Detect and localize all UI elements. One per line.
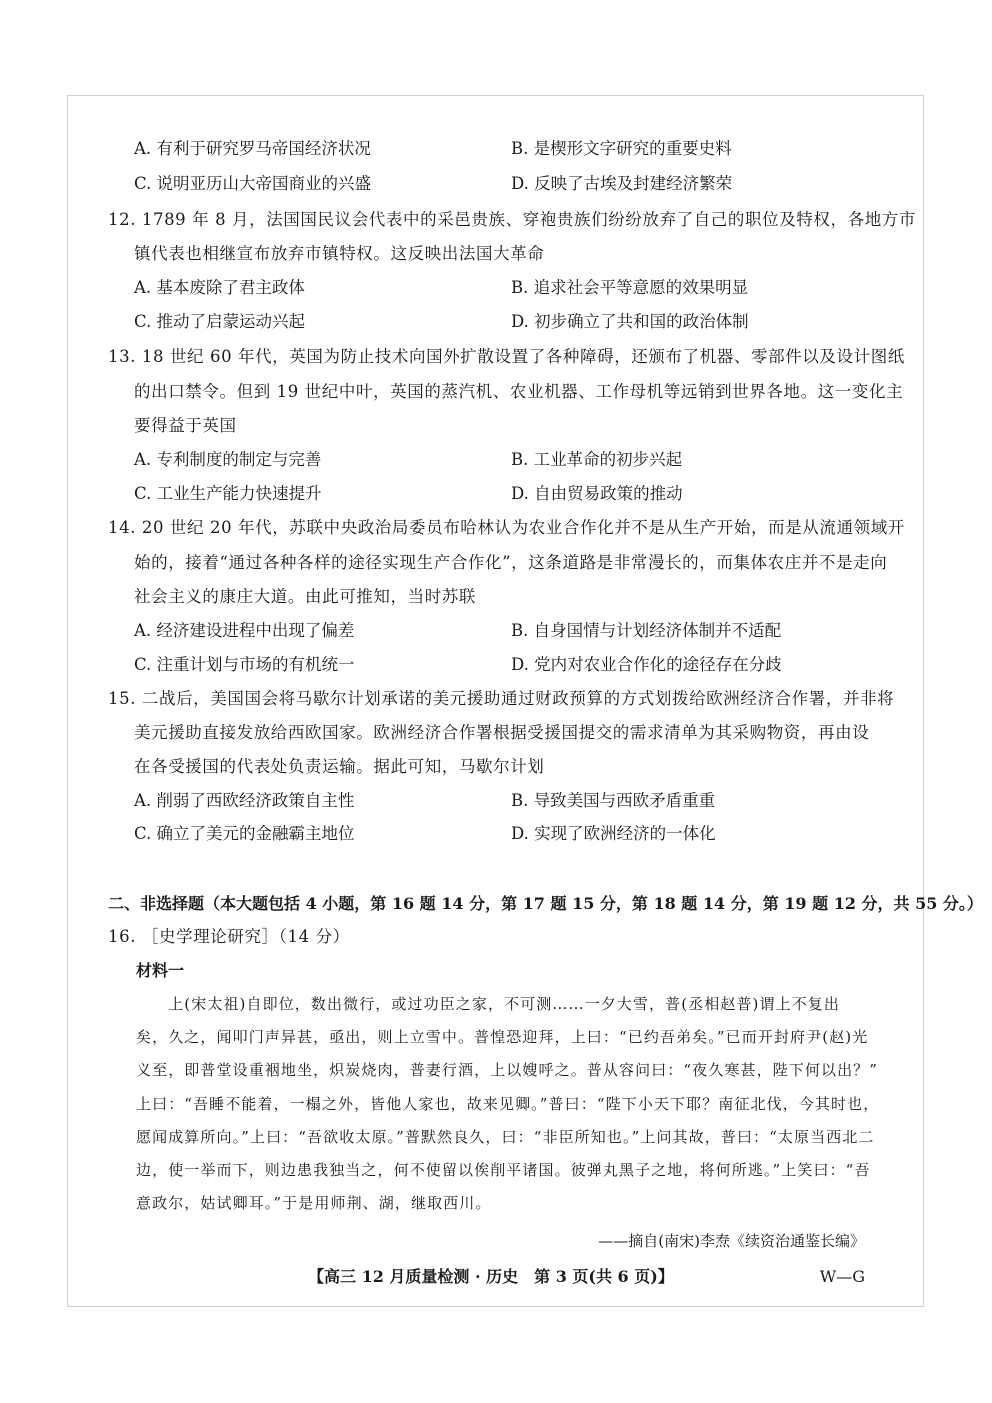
q13-stem-line-3: 要得益于英国: [134, 416, 237, 435]
q13-stem-line-2: 的出口禁令。但到 19 世纪中叶，英国的蒸汽机、农业机器、工作母机等远销到世界各地。这一变化主: [134, 382, 904, 401]
q16-passage-line-5: 愿闻成算所向。”上曰：“吾欲收太原。”普默然良久，曰：“非臣所知也。”上问其故，普曰：“太原当西北二: [136, 1128, 875, 1146]
section-2-header: 二、非选择题（本大题包括 4 小题，第 16 题 14 分，第 17 题 15 分，第 18 题 14 分，第 19 题 12 分，共 55 分。）: [108, 894, 983, 913]
q13-option-b: B. 工业革命的初步兴起: [511, 450, 683, 469]
q11-option-d: D. 反映了古埃及封建经济繁荣: [511, 174, 733, 193]
q14-option-a: A. 经济建设进程中出现了偏差: [134, 621, 355, 640]
q16-passage-line-4: 上曰：“吾睡不能着，一榻之外，皆他人家也，故来见卿。”普曰：“陛下小天下耶？南征北伐，今其时也，: [136, 1095, 880, 1113]
q13-option-d: D. 自由贸易政策的推动: [511, 484, 683, 503]
q15-stem-line-1: 15. 二战后，美国国会将马歇尔计划承诺的美元援助通过财政预算的方式划拨给欧洲经济合作署，并非将: [108, 689, 895, 708]
q12-stem-line-2: 镇代表也相继宣布放弃市镇特权。这反映出法国大革命: [134, 244, 545, 263]
page-footer-code: W—G: [819, 1267, 865, 1286]
q11-option-b: B. 是楔形文字研究的重要史料: [511, 139, 732, 158]
exam-page: [67, 95, 983, 1307]
q14-stem-line-2: 始的，接着“通过各种各样的途径实现生产合作化”，这条道路是非常漫长的，而集体农庄并不是走向: [134, 553, 888, 572]
q15-option-a: A. 削弱了西欧经济政策自主性: [134, 791, 355, 810]
page-footer-label: 【高三 12 月质量检测 · 历史 第 3 页(共 6 页)】: [308, 1267, 674, 1286]
q14-option-b: B. 自身国情与计划经济体制并不适配: [511, 621, 782, 640]
q14-stem-line-3: 社会主义的康庄大道。由此可推知，当时苏联: [134, 587, 476, 606]
q12-option-b: B. 追求社会平等意愿的效果明显: [511, 278, 749, 297]
q16-passage-line-3: 义至，即普堂设重裀地坐，炽炭烧肉，普妻行酒，上以嫂呼之。普从容问曰：“夜久寒甚，陛下何以出？”: [136, 1061, 879, 1079]
q15-option-d: D. 实现了欧洲经济的一体化: [511, 824, 716, 843]
q12-stem-line-1: 12. 1789 年 8 月，法国国民议会代表中的采邑贵族、穿袍贵族们纷纷放弃了自己的职位及特权，各地方市: [108, 210, 917, 229]
q14-stem-line-1: 14. 20 世纪 20 年代，苏联中央政治局委员布哈林认为农业合作化并不是从生产开始，而是从流通领域开: [108, 518, 905, 537]
q13-option-a: A. 专利制度的制定与完善: [134, 450, 322, 469]
q16-passage-line-7: 意政尔，姑试卿耳。”于是用师荆、湖，继取西川。: [136, 1194, 492, 1212]
q16-passage-line-2: 矣，久之，闻叩门声异甚，亟出，则上立雪中。普惶恐迎拜，上曰：“已约吾弟矣。”已而开封府尹(赵)光: [136, 1028, 869, 1046]
q12-option-d: D. 初步确立了共和国的政治体制: [511, 312, 749, 331]
q15-option-c: C. 确立了美元的金融霸主地位: [134, 824, 355, 843]
q15-stem-line-3: 在各受援国的代表处负责运输。据此可知，马歇尔计划: [134, 757, 545, 776]
q12-option-a: A. 基本废除了君主政体: [134, 278, 305, 297]
q11-option-a: A. 有利于研究罗马帝国经济状况: [134, 139, 371, 158]
q15-option-b: B. 导致美国与西欧矛盾重重: [511, 791, 716, 810]
q16-passage-line-6: 边，使一举而下，则边患我独当之，何不使留以俟削平诸国。彼弹丸黑子之地，将何所逃。”上笑曰：“吾: [136, 1161, 871, 1179]
q13-option-c: C. 工业生产能力快速提升: [134, 484, 322, 503]
q13-stem-line-1: 13. 18 世纪 60 年代，英国为防止技术向国外扩散设置了各种障碍，还颁布了机器、零部件以及设计图纸: [108, 347, 905, 366]
q16-passage-line-1: 上(宋太祖)自即位，数出微行，或过功臣之家，不可测……一夕大雪，普(丞相赵普)谓上不复出: [136, 995, 841, 1013]
q16-material-title: 材料一: [136, 961, 185, 980]
q14-option-d: D. 党内对农业合作化的途径存在分歧: [511, 655, 782, 674]
q14-option-c: C. 注重计划与市场的有机统一: [134, 655, 355, 674]
q16-source-citation: ——摘自(南宋)李焘《续资治通鉴长编》: [598, 1232, 865, 1250]
q11-option-c: C. 说明亚历山大帝国商业的兴盛: [134, 174, 372, 193]
q12-option-c: C. 推动了启蒙运动兴起: [134, 312, 306, 331]
q16-title: 16. ［史学理论研究］（14 分）: [108, 927, 350, 946]
q15-stem-line-2: 美元援助直接发放给西欧国家。欧洲经济合作署根据受援国提交的需求清单为其采购物资，再由设: [134, 723, 870, 742]
